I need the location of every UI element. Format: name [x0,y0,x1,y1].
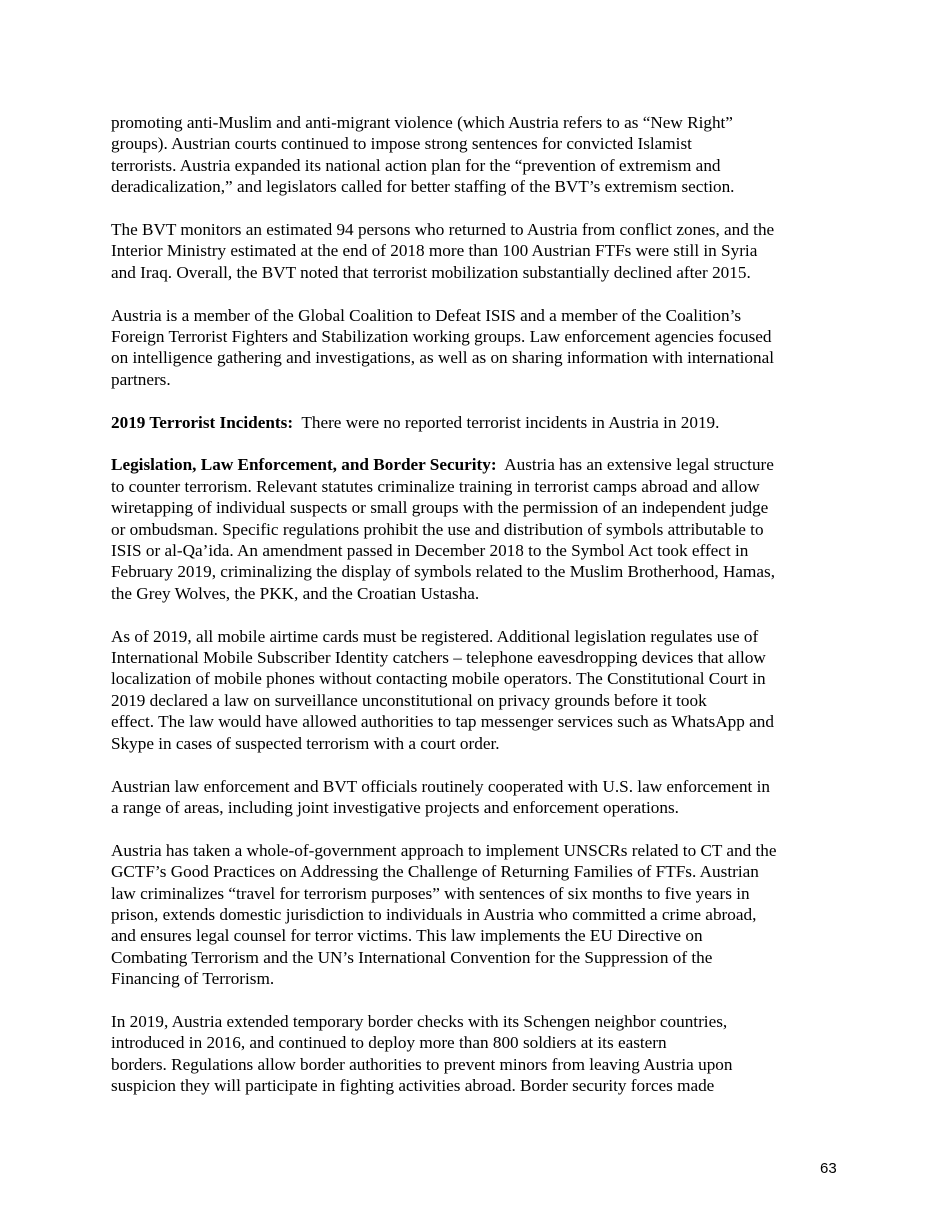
text-line: In 2019, Austria extended temporary border checks with its Schengen neighbor countries, [111,1011,728,1031]
text-line: partners. [111,369,171,389]
text-line: Financing of Terrorism. [111,969,275,989]
text-line: law criminalizes “travel for terrorism purposes” with sentences of six months to five years in [111,883,750,903]
text-line: Austria has taken a whole-of-government approach to implement UNSCRs related to CT and the [111,840,777,860]
text-line: Austria is a member of the Global Coalition to Defeat ISIS and a member of the Coalition’s [111,305,742,325]
text-line: effect. The law would have allowed authorities to tap messenger services such as WhatsApp and [111,712,774,732]
text-line: The BVT monitors an estimated 94 persons who returned to Austria from conflict zones, and the [111,220,775,240]
text-line: suspicion they will participate in fighting activities abroad. Border security forces made [111,1076,715,1096]
paragraph-bvt-monitoring [111,219,841,283]
text-line: borders. Regulations allow border authorities to prevent minors from leaving Austria upon [111,1054,733,1074]
section-heading-terrorist-incidents: 2019 Terrorist Incidents: [111,412,294,432]
text-line: groups). Austrian courts continued to impose strong sentences for convicted Islamist [111,134,692,154]
text-line: International Mobile Subscriber Identity catchers – telephone eavesdropping devices that allow [111,648,766,668]
text-line: ISIS or al-Qa’ida. An amendment passed in December 2018 to the Symbol Act took effect in [111,541,749,561]
text-line [111,454,841,475]
text-line: Austrian law enforcement and BVT officials routinely cooperated with U.S. law enforcement in [111,776,770,796]
paragraph-us-cooperation [111,776,841,819]
text-line: and Iraq. Overall, the BVT noted that terrorist mobilization substantially declined after 2015. [111,262,751,282]
page-number: 63 [820,1160,837,1177]
text-line: February 2019, criminalizing the display of symbols related to the Muslim Brotherhood, Hamas, [111,562,775,582]
text-line: 2019 declared a law on surveillance unconstitutional on privacy grounds before it took [111,690,707,710]
text-line: promoting anti-Muslim and anti-migrant violence (which Austria refers to as “New Right” [111,113,733,132]
paragraph-legislation [111,454,841,604]
text-line: or ombudsman. Specific regulations prohibit the use and distribution of symbols attributable to [111,519,764,539]
section-heading-legislation: Legislation, Law Enforcement, and Border Security: [111,455,497,475]
text-line: As of 2019, all mobile airtime cards must be registered. Additional legislation regulates use of [111,626,759,646]
text-line: a range of areas, including joint investigative projects and enforcement operations. [111,797,679,817]
text-run: Austria has an extensive legal structure [496,455,774,475]
text-line: and ensures legal counsel for terror victims. This law implements the EU Directive on [111,926,703,946]
text-line: Combating Terrorism and the UN’s International Convention for the Suppression of the [111,947,713,967]
text-line: terrorists. Austria expanded its national action plan for the “prevention of extremism and [111,155,721,175]
text-line [111,412,841,433]
text-line: on intelligence gathering and investigations, as well as on sharing information with international [111,348,774,368]
paragraph-border-checks [111,1011,841,1097]
text-line: wiretapping of individual suspects or small groups with the permission of an independent judge [111,498,769,518]
document-body [111,112,841,1097]
text-line: to counter terrorism. Relevant statutes criminalize training in terrorist camps abroad and allow [111,476,760,496]
text-line: deradicalization,” and legislators called for better staffing of the BVT’s extremism section. [111,177,735,197]
text-line: the Grey Wolves, the PKK, and the Croatian Ustasha. [111,583,480,603]
paragraph-mobile-airtime [111,626,841,754]
paragraph-global-coalition [111,305,841,391]
text-line: introduced in 2016, and continued to deploy more than 800 soldiers at its eastern [111,1033,667,1053]
text-line: GCTF’s Good Practices on Addressing the Challenge of Returning Families of FTFs. Austrian [111,862,759,882]
text-line: Foreign Terrorist Fighters and Stabilization working groups. Law enforcement agencies focused [111,327,772,347]
text-line: Skype in cases of suspected terrorism with a court order. [111,733,500,753]
text-line: localization of mobile phones without contacting mobile operators. The Constitutional Court in [111,669,766,689]
paragraph-whole-of-government [111,840,841,990]
paragraph-terrorist-incidents [111,412,841,433]
text-line: Interior Ministry estimated at the end of 2018 more than 100 Austrian FTFs were still in Syria [111,241,758,261]
paragraph-new-right [111,112,841,198]
text-run: There were no reported terrorist incidents in Austria in 2019. [293,412,720,432]
text-line: prison, extends domestic jurisdiction to individuals in Austria who committed a crime abroad, [111,904,757,924]
